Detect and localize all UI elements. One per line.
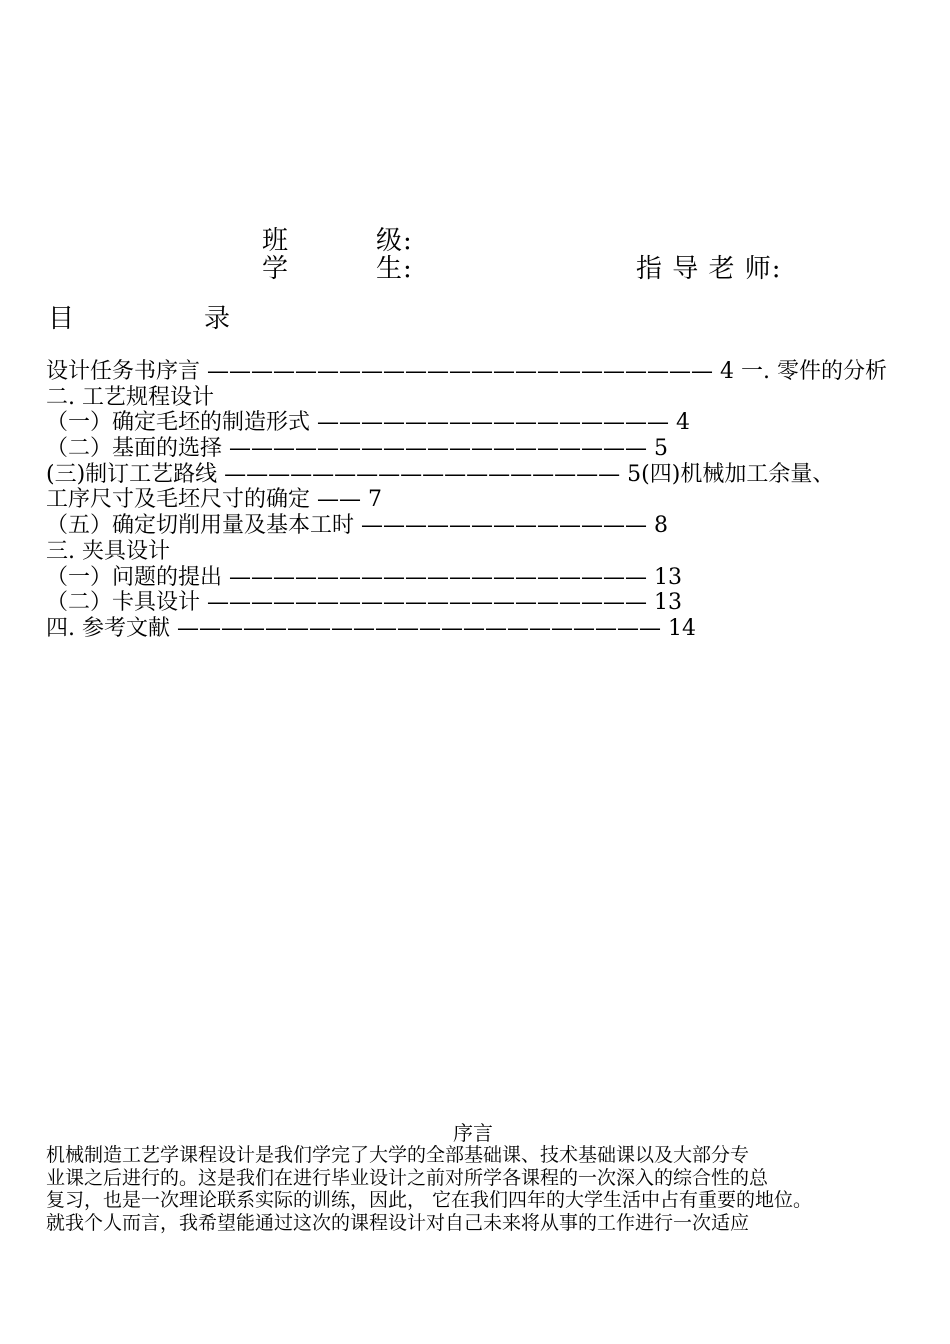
table-of-contents	[46, 359, 926, 642]
toc-entry: （二）卡具设计 ———————————————————— 13	[46, 590, 682, 616]
toc-entry: 三. 夹具设计	[46, 538, 170, 564]
student-label-char-2: 生:	[376, 254, 413, 284]
toc-heading-char-1: 目	[48, 304, 75, 334]
preface-line: 机械制造工艺学课程设计是我们学完了大学的全部基础课、技术基础课以及大部分专	[46, 1144, 750, 1166]
toc-entry: 二. 工艺规程设计	[46, 384, 214, 410]
student-label-char-1: 学	[262, 254, 290, 284]
toc-entry: 设计任务书序言 ——————————————————————— 4 一. 零件的分析	[46, 359, 887, 384]
preface-line: 复习，也是一次理论联系实际的训练，因此， 它在我们四年的大学生活中占有重要的地位。	[46, 1189, 813, 1211]
toc-entry: 四. 参考文献 —————————————————————— 14	[46, 615, 696, 641]
toc-entry: （五）确定切削用量及基本工时 ————————————— 8	[46, 513, 668, 539]
toc-entry: （一）问题的提出 ——————————————————— 13	[46, 564, 682, 590]
toc-entry: （一）确定毛坯的制造形式 ———————————————— 4	[46, 410, 690, 436]
class-label-char-2: 级:	[376, 226, 413, 256]
preface-line: 就我个人而言，我希望能通过这次的课程设计对自己未来将从事的工作进行一次适应	[46, 1211, 750, 1234]
preface-title: 序言	[453, 1121, 493, 1145]
toc-entry: (三)制订工艺路线 —————————————————— 5(四)机械加工余量、	[46, 461, 835, 487]
toc-heading-char-2: 录	[204, 304, 231, 334]
toc-entry: 工序尺寸及毛坯尺寸的确定 —— 7	[46, 487, 382, 513]
advisor-label: 指 导 老 师:	[636, 254, 782, 284]
class-label-char-1: 班	[262, 226, 290, 256]
preface-body	[46, 1144, 906, 1234]
toc-entry: （二）基面的选择 ——————————————————— 5	[46, 436, 668, 462]
preface-line: 业课之后进行的。这是我们在进行毕业设计之前对所学各课程的一次深入的综合性的总	[46, 1166, 769, 1189]
